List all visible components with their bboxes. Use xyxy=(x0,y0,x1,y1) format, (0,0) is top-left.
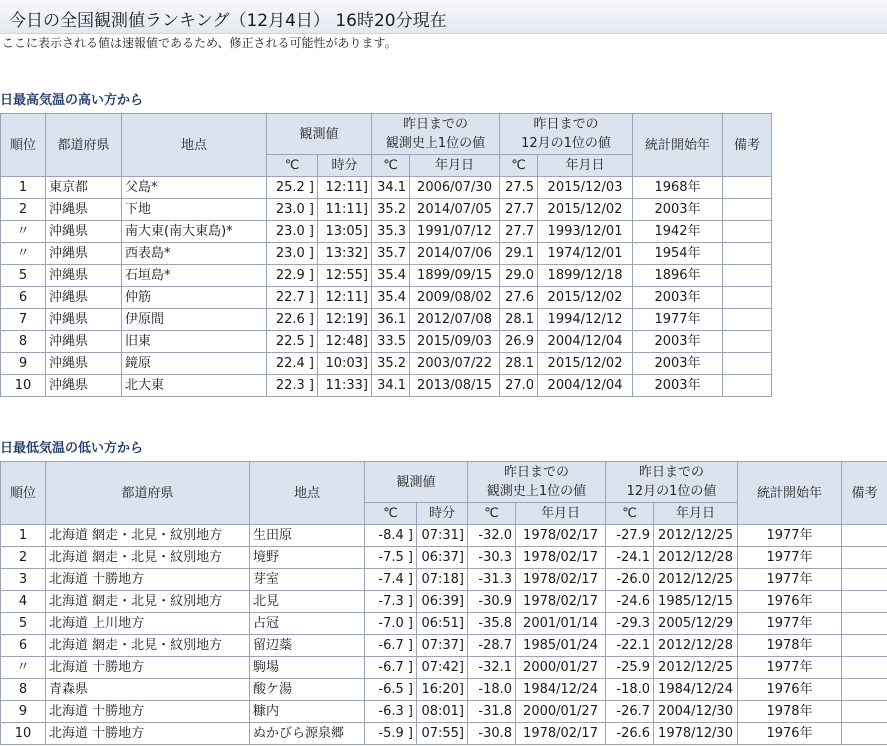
cell-rec-date: 1899/09/15 xyxy=(410,265,500,287)
cell-place: ぬかびら源泉郷 xyxy=(250,723,365,745)
cell-rec-deg: -31.8 xyxy=(468,701,516,723)
cell-place: 芽室 xyxy=(250,569,365,591)
header-observed: 観測値 xyxy=(365,462,468,503)
cell-rec-deg: -18.0 xyxy=(468,679,516,701)
cell-obs-deg: -6.7 ] xyxy=(365,657,417,679)
cell-rank: 6 xyxy=(1,287,46,309)
cell-obs-deg: -8.4 ] xyxy=(365,525,417,547)
table-row xyxy=(1,331,772,353)
cell-place: 北見 xyxy=(250,591,365,613)
header-rec-deg: ℃ xyxy=(372,155,410,177)
cell-mon-date: 2015/12/02 xyxy=(538,353,633,375)
cell-mon-date: 2012/12/28 xyxy=(654,635,738,657)
cell-mon-deg: -24.6 xyxy=(606,591,654,613)
cell-place: 占冠 xyxy=(250,613,365,635)
cell-obs-deg: 22.9 ] xyxy=(267,265,318,287)
cell-prefecture: 沖縄県 xyxy=(46,199,122,221)
cell-obs-time: 13:32] xyxy=(318,243,372,265)
cell-rec-date: 2015/09/03 xyxy=(410,331,500,353)
header-rank: 順位 xyxy=(1,114,46,177)
cell-rank: 1 xyxy=(1,177,46,199)
cell-mon-date: 2015/12/02 xyxy=(538,287,633,309)
cell-obs-time: 12:11] xyxy=(318,287,372,309)
cell-mon-date: 1899/12/18 xyxy=(538,265,633,287)
cell-rec-deg: -32.1 xyxy=(468,657,516,679)
table-row xyxy=(1,701,887,723)
cell-obs-time: 07:31] xyxy=(417,525,468,547)
cell-rec-date: 1978/02/17 xyxy=(516,525,606,547)
table-row xyxy=(1,309,772,331)
cell-start-year: 1977年 xyxy=(738,547,842,569)
cell-rec-deg: 35.4 xyxy=(372,265,410,287)
cell-rec-deg: 35.2 xyxy=(372,199,410,221)
cell-remark xyxy=(723,287,772,309)
cell-mon-deg: 28.1 xyxy=(500,353,538,375)
cell-obs-deg: -6.3 ] xyxy=(365,701,417,723)
cell-place: 北大東 xyxy=(122,375,267,397)
cell-prefecture: 北海道 網走・北見・紋別地方 xyxy=(46,635,250,657)
cell-obs-time: 16:20] xyxy=(417,679,468,701)
table-row xyxy=(1,353,772,375)
cell-prefecture: 沖縄県 xyxy=(46,375,122,397)
cell-obs-deg: -7.3 ] xyxy=(365,591,417,613)
table-row xyxy=(1,657,887,679)
cell-rank: 1 xyxy=(1,525,46,547)
ranking-table-low xyxy=(0,461,887,745)
table-row xyxy=(1,287,772,309)
cell-mon-date: 2015/12/02 xyxy=(538,199,633,221)
cell-mon-deg: -26.7 xyxy=(606,701,654,723)
cell-start-year: 1977年 xyxy=(738,613,842,635)
cell-mon-deg: 27.6 xyxy=(500,287,538,309)
cell-place: 西表島* xyxy=(122,243,267,265)
cell-mon-date: 2015/12/03 xyxy=(538,177,633,199)
cell-remark xyxy=(723,309,772,331)
cell-obs-deg: -7.4 ] xyxy=(365,569,417,591)
cell-mon-deg: 26.9 xyxy=(500,331,538,353)
table-row xyxy=(1,525,887,547)
cell-prefecture: 北海道 網走・北見・紋別地方 xyxy=(46,547,250,569)
cell-mon-deg: 27.5 xyxy=(500,177,538,199)
cell-start-year: 2003年 xyxy=(633,199,723,221)
cell-mon-deg: 29.1 xyxy=(500,243,538,265)
table-row xyxy=(1,243,772,265)
cell-obs-deg: -5.9 ] xyxy=(365,723,417,745)
header-obs-deg: ℃ xyxy=(365,503,417,525)
cell-start-year: 1976年 xyxy=(738,591,842,613)
cell-mon-date: 2012/12/28 xyxy=(654,547,738,569)
cell-obs-time: 12:19] xyxy=(318,309,372,331)
header-record: 昨日までの 観測史上1位の値 xyxy=(372,114,500,155)
cell-rec-date: 2000/01/27 xyxy=(516,701,606,723)
cell-mon-deg: -24.1 xyxy=(606,547,654,569)
cell-mon-date: 1993/12/01 xyxy=(538,221,633,243)
cell-mon-deg: -25.9 xyxy=(606,657,654,679)
cell-start-year: 2003年 xyxy=(633,353,723,375)
cell-rank: 2 xyxy=(1,199,46,221)
cell-obs-time: 06:51] xyxy=(417,613,468,635)
cell-rec-deg: 35.4 xyxy=(372,287,410,309)
cell-obs-time: 06:37] xyxy=(417,547,468,569)
cell-obs-deg: 22.3 ] xyxy=(267,375,318,397)
cell-remark xyxy=(842,723,887,745)
cell-place: 鏡原 xyxy=(122,353,267,375)
header-month-record: 昨日までの 12月の1位の値 xyxy=(606,462,738,503)
table-row xyxy=(1,199,772,221)
cell-remark xyxy=(723,177,772,199)
cell-rank: 10 xyxy=(1,375,46,397)
title-bar xyxy=(0,0,887,34)
cell-rec-deg: -35.8 xyxy=(468,613,516,635)
cell-remark xyxy=(723,199,772,221)
cell-obs-deg: 22.6 ] xyxy=(267,309,318,331)
cell-obs-time: 12:48] xyxy=(318,331,372,353)
cell-obs-deg: -7.0 ] xyxy=(365,613,417,635)
cell-mon-deg: -22.1 xyxy=(606,635,654,657)
cell-obs-deg: -6.5 ] xyxy=(365,679,417,701)
cell-start-year: 1896年 xyxy=(633,265,723,287)
cell-rec-deg: 36.1 xyxy=(372,309,410,331)
cell-remark xyxy=(723,265,772,287)
cell-rec-deg: 34.1 xyxy=(372,177,410,199)
cell-start-year: 1942年 xyxy=(633,221,723,243)
cell-obs-time: 07:42] xyxy=(417,657,468,679)
table-row xyxy=(1,569,887,591)
cell-prefecture: 北海道 十勝地方 xyxy=(46,723,250,745)
cell-rec-date: 1985/01/24 xyxy=(516,635,606,657)
cell-mon-deg: 27.7 xyxy=(500,199,538,221)
cell-obs-time: 07:55] xyxy=(417,723,468,745)
cell-prefecture: 沖縄県 xyxy=(46,353,122,375)
cell-rank: 5 xyxy=(1,265,46,287)
cell-mon-date: 1994/12/12 xyxy=(538,309,633,331)
cell-rank: 8 xyxy=(1,331,46,353)
cell-rec-date: 2006/07/30 xyxy=(410,177,500,199)
cell-obs-time: 10:03] xyxy=(318,353,372,375)
header-obs-time: 時分 xyxy=(318,155,372,177)
cell-start-year: 2003年 xyxy=(633,287,723,309)
cell-prefecture: 北海道 網走・北見・紋別地方 xyxy=(46,525,250,547)
cell-rec-deg: -30.3 xyxy=(468,547,516,569)
cell-rec-deg: 35.7 xyxy=(372,243,410,265)
cell-rec-date: 2014/07/05 xyxy=(410,199,500,221)
cell-start-year: 2003年 xyxy=(633,331,723,353)
cell-start-year: 1978年 xyxy=(738,635,842,657)
cell-place: 酸ケ湯 xyxy=(250,679,365,701)
cell-remark xyxy=(723,353,772,375)
cell-mon-date: 2012/12/25 xyxy=(654,657,738,679)
cell-rec-date: 1978/02/17 xyxy=(516,569,606,591)
cell-mon-date: 1978/12/30 xyxy=(654,723,738,745)
header-mon-deg: ℃ xyxy=(500,155,538,177)
cell-rank: 3 xyxy=(1,569,46,591)
cell-mon-deg: 28.1 xyxy=(500,309,538,331)
header-mon-date: 年月日 xyxy=(538,155,633,177)
cell-obs-time: 12:55] xyxy=(318,265,372,287)
header-rec-date: 年月日 xyxy=(410,155,500,177)
header-prefecture: 都道府県 xyxy=(46,462,250,525)
table-row xyxy=(1,177,772,199)
header-place: 地点 xyxy=(250,462,365,525)
header-place: 地点 xyxy=(122,114,267,177)
cell-rank: 10 xyxy=(1,723,46,745)
cell-mon-deg: -18.0 xyxy=(606,679,654,701)
cell-obs-deg: 22.7 ] xyxy=(267,287,318,309)
cell-rec-deg: 35.2 xyxy=(372,353,410,375)
cell-mon-deg: 29.0 xyxy=(500,265,538,287)
table-row xyxy=(1,265,772,287)
cell-mon-deg: 27.7 xyxy=(500,221,538,243)
cell-place: 駒場 xyxy=(250,657,365,679)
ranking-table-high xyxy=(0,113,772,397)
cell-rank: 9 xyxy=(1,701,46,723)
cell-obs-time: 07:18] xyxy=(417,569,468,591)
cell-prefecture: 北海道 十勝地方 xyxy=(46,657,250,679)
table-row xyxy=(1,723,887,745)
cell-remark xyxy=(723,221,772,243)
cell-rank: 2 xyxy=(1,547,46,569)
cell-rank: 5 xyxy=(1,613,46,635)
cell-remark xyxy=(842,613,887,635)
section-title-high: 日最高気温の高い方から xyxy=(0,93,144,108)
header-observed: 観測値 xyxy=(267,114,372,155)
cell-prefecture: 沖縄県 xyxy=(46,331,122,353)
header-start-year: 統計開始年 xyxy=(738,462,842,525)
cell-start-year: 1968年 xyxy=(633,177,723,199)
cell-prefecture: 北海道 網走・北見・紋別地方 xyxy=(46,591,250,613)
cell-obs-time: 08:01] xyxy=(417,701,468,723)
cell-prefecture: 沖縄県 xyxy=(46,243,122,265)
cell-rec-deg: -31.3 xyxy=(468,569,516,591)
cell-rec-date: 1978/02/17 xyxy=(516,547,606,569)
table-row xyxy=(1,221,772,243)
cell-rec-date: 2003/07/22 xyxy=(410,353,500,375)
table-row xyxy=(1,375,772,397)
cell-rank: 〃 xyxy=(1,221,46,243)
cell-prefecture: 東京都 xyxy=(46,177,122,199)
cell-obs-deg: 23.0 ] xyxy=(267,243,318,265)
cell-place: 糠内 xyxy=(250,701,365,723)
cell-place: 仲筋 xyxy=(122,287,267,309)
cell-obs-time: 11:11] xyxy=(318,199,372,221)
cell-rec-deg: 35.3 xyxy=(372,221,410,243)
cell-obs-deg: 25.2 ] xyxy=(267,177,318,199)
cell-remark xyxy=(842,591,887,613)
cell-start-year: 1977年 xyxy=(738,569,842,591)
cell-rank: 6 xyxy=(1,635,46,657)
header-obs-deg: ℃ xyxy=(267,155,318,177)
header-rank: 順位 xyxy=(1,462,46,525)
cell-obs-time: 06:39] xyxy=(417,591,468,613)
cell-obs-time: 11:33] xyxy=(318,375,372,397)
cell-place: 生田原 xyxy=(250,525,365,547)
cell-obs-deg: 23.0 ] xyxy=(267,199,318,221)
header-record: 昨日までの 観測史上1位の値 xyxy=(468,462,606,503)
cell-rec-date: 2012/07/08 xyxy=(410,309,500,331)
cell-start-year: 1977年 xyxy=(738,525,842,547)
cell-rec-deg: -30.9 xyxy=(468,591,516,613)
cell-mon-date: 2012/12/25 xyxy=(654,569,738,591)
cell-rank: 7 xyxy=(1,309,46,331)
cell-rec-date: 1991/07/12 xyxy=(410,221,500,243)
cell-start-year: 1954年 xyxy=(633,243,723,265)
cell-obs-deg: 22.5 ] xyxy=(267,331,318,353)
cell-place: 留辺蘂 xyxy=(250,635,365,657)
cell-rank: 9 xyxy=(1,353,46,375)
cell-start-year: 2003年 xyxy=(633,375,723,397)
cell-remark xyxy=(842,679,887,701)
cell-mon-date: 2012/12/25 xyxy=(654,525,738,547)
cell-obs-deg: -6.7 ] xyxy=(365,635,417,657)
cell-start-year: 1977年 xyxy=(738,657,842,679)
cell-prefecture: 沖縄県 xyxy=(46,265,122,287)
cell-mon-date: 2004/12/04 xyxy=(538,331,633,353)
table-row xyxy=(1,591,887,613)
header-rec-deg: ℃ xyxy=(468,503,516,525)
header-remarks: 備考 xyxy=(842,462,887,525)
cell-place: 石垣島* xyxy=(122,265,267,287)
cell-obs-deg: 22.4 ] xyxy=(267,353,318,375)
header-start-year: 統計開始年 xyxy=(633,114,723,177)
cell-mon-date: 2004/12/30 xyxy=(654,701,738,723)
cell-start-year: 1977年 xyxy=(633,309,723,331)
cell-mon-date: 2004/12/04 xyxy=(538,375,633,397)
disclaimer-note: ここに表示される値は速報値であるため、修正される可能性があります。 xyxy=(2,36,397,50)
cell-obs-time: 13:05] xyxy=(318,221,372,243)
table-row xyxy=(1,547,887,569)
cell-mon-deg: -27.9 xyxy=(606,525,654,547)
cell-place: 下地 xyxy=(122,199,267,221)
table-row xyxy=(1,635,887,657)
cell-remark xyxy=(842,547,887,569)
cell-remark xyxy=(723,375,772,397)
cell-rec-deg: -28.7 xyxy=(468,635,516,657)
cell-rec-date: 2000/01/27 xyxy=(516,657,606,679)
cell-mon-deg: 27.0 xyxy=(500,375,538,397)
cell-place: 境野 xyxy=(250,547,365,569)
cell-rank: 4 xyxy=(1,591,46,613)
cell-rank: 8 xyxy=(1,679,46,701)
cell-remark xyxy=(723,243,772,265)
cell-place: 伊原間 xyxy=(122,309,267,331)
cell-mon-date: 2005/12/29 xyxy=(654,613,738,635)
cell-mon-deg: -26.0 xyxy=(606,569,654,591)
cell-rank: 〃 xyxy=(1,657,46,679)
cell-obs-deg: -7.5 ] xyxy=(365,547,417,569)
cell-prefecture: 北海道 十勝地方 xyxy=(46,569,250,591)
cell-rec-deg: -32.0 xyxy=(468,525,516,547)
cell-rec-date: 1978/02/17 xyxy=(516,723,606,745)
cell-rank: 〃 xyxy=(1,243,46,265)
cell-rec-date: 1984/12/24 xyxy=(516,679,606,701)
cell-remark xyxy=(842,701,887,723)
header-prefecture: 都道府県 xyxy=(46,114,122,177)
cell-prefecture: 北海道 上川地方 xyxy=(46,613,250,635)
header-mon-deg: ℃ xyxy=(606,503,654,525)
cell-start-year: 1976年 xyxy=(738,723,842,745)
cell-mon-deg: -29.3 xyxy=(606,613,654,635)
cell-obs-deg: 23.0 ] xyxy=(267,221,318,243)
cell-mon-deg: -26.6 xyxy=(606,723,654,745)
section-title-low: 日最低気温の低い方から xyxy=(0,441,144,456)
cell-mon-date: 1974/12/01 xyxy=(538,243,633,265)
cell-rec-deg: -30.8 xyxy=(468,723,516,745)
cell-rec-deg: 33.5 xyxy=(372,331,410,353)
cell-mon-date: 1985/12/15 xyxy=(654,591,738,613)
cell-prefecture: 青森県 xyxy=(46,679,250,701)
cell-prefecture: 沖縄県 xyxy=(46,309,122,331)
header-obs-time: 時分 xyxy=(417,503,468,525)
cell-remark xyxy=(723,331,772,353)
cell-remark xyxy=(842,569,887,591)
cell-remark xyxy=(842,635,887,657)
cell-place: 父島* xyxy=(122,177,267,199)
cell-prefecture: 沖縄県 xyxy=(46,221,122,243)
header-remarks: 備考 xyxy=(723,114,772,177)
cell-remark xyxy=(842,657,887,679)
cell-place: 旧東 xyxy=(122,331,267,353)
cell-rec-date: 2014/07/06 xyxy=(410,243,500,265)
cell-rec-deg: 34.1 xyxy=(372,375,410,397)
table-row xyxy=(1,613,887,635)
cell-obs-time: 12:11] xyxy=(318,177,372,199)
cell-rec-date: 2001/01/14 xyxy=(516,613,606,635)
header-mon-date: 年月日 xyxy=(654,503,738,525)
cell-prefecture: 沖縄県 xyxy=(46,287,122,309)
cell-start-year: 1978年 xyxy=(738,701,842,723)
cell-prefecture: 北海道 十勝地方 xyxy=(46,701,250,723)
cell-rec-date: 1978/02/17 xyxy=(516,591,606,613)
header-month-record: 昨日までの 12月の1位の値 xyxy=(500,114,633,155)
cell-place: 南大東(南大東島)* xyxy=(122,221,267,243)
cell-rec-date: 2009/08/02 xyxy=(410,287,500,309)
table-row xyxy=(1,679,887,701)
cell-obs-time: 07:37] xyxy=(417,635,468,657)
page-title: 今日の全国観測値ランキング（12月4日） 16時20分現在 xyxy=(9,11,447,31)
cell-remark xyxy=(842,525,887,547)
header-rec-date: 年月日 xyxy=(516,503,606,525)
cell-rec-date: 2013/08/15 xyxy=(410,375,500,397)
cell-start-year: 1976年 xyxy=(738,679,842,701)
cell-mon-date: 1984/12/24 xyxy=(654,679,738,701)
